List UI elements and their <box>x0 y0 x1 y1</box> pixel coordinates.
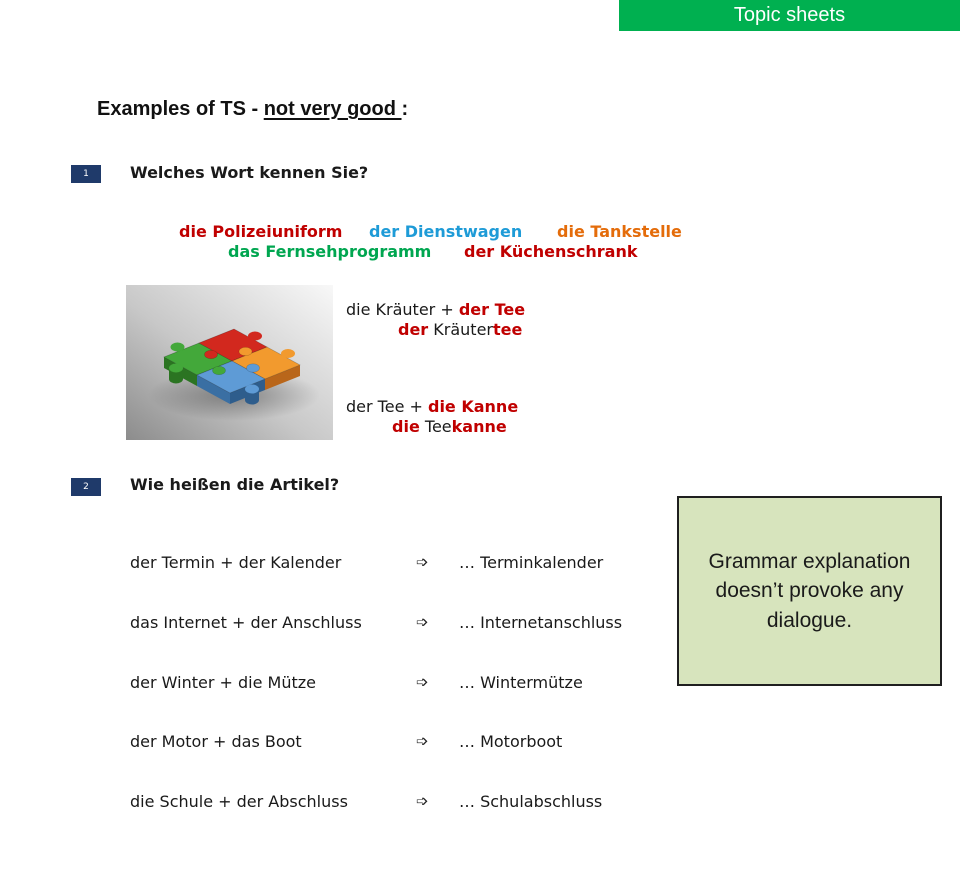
title-tail: : <box>401 98 409 120</box>
vocabulary-word: die Polizeiuniform <box>179 222 343 241</box>
list-item <box>0 553 670 573</box>
arrow-icon: ➩ <box>416 672 429 691</box>
page-title <box>97 97 408 121</box>
result-part: die <box>392 417 420 436</box>
compound-result <box>392 417 507 437</box>
arrow-icon: ➩ <box>416 732 429 751</box>
compound-answer: … Wintermütze <box>459 672 583 692</box>
compound-list <box>0 513 670 811</box>
puzzle-pieces-icon <box>126 285 333 440</box>
exercise-title: Welches Wort kennen Sie? <box>130 163 369 182</box>
equation-part: der Tee <box>458 300 526 319</box>
result-part: tee <box>493 320 523 339</box>
compound-answer: … Terminkalender <box>459 553 604 572</box>
compound-parts: der Termin + der Kalender <box>130 553 342 572</box>
arrow-icon: ➩ <box>416 792 429 810</box>
vocabulary-word: der Küchenschrank <box>464 242 638 261</box>
equation-part: die Kanne <box>427 397 519 416</box>
equation-part: die Kräuter + <box>346 300 459 319</box>
compound-result <box>398 320 522 340</box>
arrow-icon: ➩ <box>416 553 429 571</box>
compound-answer: … Motorboot <box>459 732 563 752</box>
compound-parts: das Internet + der Anschluss <box>130 612 362 632</box>
result-part: Tee <box>419 417 452 436</box>
compound-parts: die Schule + der Abschluss <box>130 792 348 811</box>
comment-line: doesn’t provoke any <box>715 579 904 603</box>
compound-answer: … Schulabschluss <box>459 792 603 811</box>
result-part: Kräuter <box>428 320 493 339</box>
comment-box <box>677 496 942 686</box>
result-part: der <box>398 320 429 339</box>
equation-part: der Tee + <box>346 397 428 416</box>
title-lead: Examples of TS - <box>97 98 264 120</box>
list-item <box>0 732 670 752</box>
vocabulary-word: der Dienstwagen <box>369 222 523 241</box>
result-part: kanne <box>451 417 507 436</box>
list-item <box>0 673 670 693</box>
vocabulary-word: das Fernsehprogramm <box>228 242 432 261</box>
exercise-number-badge <box>71 165 101 183</box>
compound-parts: der Winter + die Mütze <box>130 672 316 692</box>
compound-equation <box>346 397 518 417</box>
vocabulary-word: die Tankstelle <box>557 222 682 241</box>
comment-line: Grammar explanation <box>708 549 911 573</box>
comment-line: dialogue. <box>766 608 853 632</box>
arrow-icon: ➩ <box>416 612 429 631</box>
compound-parts: der Motor + das Boot <box>130 732 302 752</box>
exercise-title: Wie heißen die Artikel? <box>130 475 340 494</box>
exercise-number-badge <box>71 478 101 496</box>
puzzle-image <box>126 285 333 440</box>
banner-label: Topic sheets <box>733 4 846 26</box>
list-item <box>0 792 670 812</box>
list-item <box>0 613 670 633</box>
exercise-number: 1 <box>83 169 89 179</box>
title-underlined: not very good <box>263 98 402 120</box>
compound-equation <box>346 300 525 320</box>
compound-answer: … Internetanschluss <box>459 612 623 632</box>
exercise-number: 2 <box>83 482 89 492</box>
topic-banner <box>619 0 960 31</box>
